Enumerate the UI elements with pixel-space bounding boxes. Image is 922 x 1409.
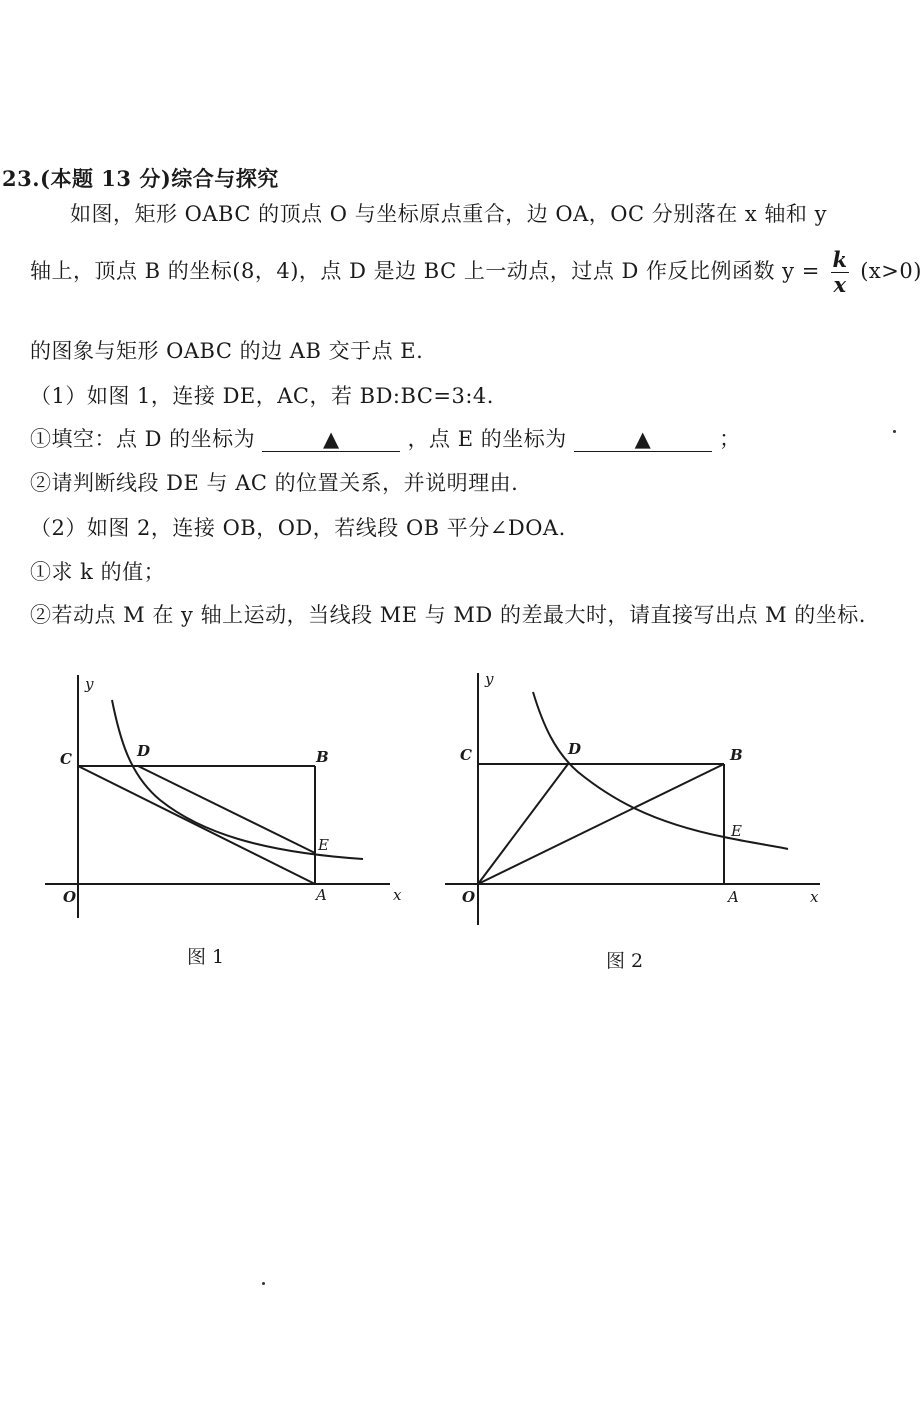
intro-line-3: 的图象与矩形 OABC 的边 AB 交于点 E.: [30, 339, 424, 363]
part2-question1: ①求 k 的值；: [30, 560, 166, 584]
label-y: y: [485, 670, 494, 688]
answer-blank-e[interactable]: [574, 427, 712, 452]
point-d-prompt: ①填空：点 D 的坐标为: [30, 427, 256, 451]
line-end-semicolon: ；: [719, 427, 741, 451]
label-x: x: [810, 888, 819, 906]
label-b: B: [730, 746, 743, 764]
intro-line-1: 如图，矩形 OABC 的顶点 O 与坐标原点重合，边 OA，OC 分别落在 x 轴和 y: [70, 202, 827, 226]
segment-ac: [78, 766, 315, 884]
label-o: O: [462, 888, 476, 906]
label-d: D: [568, 740, 582, 758]
label-b: B: [316, 748, 329, 766]
label-e: E: [731, 822, 742, 840]
question-heading: 23.(本题 13 分)综合与探究: [2, 166, 279, 191]
label-d: D: [137, 742, 151, 760]
blank-marker-icon: ▲: [634, 427, 652, 451]
figure-1: [0, 660, 440, 940]
point-e-prompt: ，点 E 的坐标为: [407, 427, 567, 451]
segment-od: [478, 764, 568, 884]
part1-question1: [30, 423, 741, 453]
fraction-k-over-x: [831, 248, 849, 297]
intro-line-2-text: 轴上，顶点 B 的坐标(8，4)，点 D 是边 BC 上一动点，过点 D 作反比例函数 y =: [30, 259, 820, 283]
answer-blank-d[interactable]: [262, 427, 400, 452]
label-x: x: [393, 886, 402, 904]
label-c: C: [460, 746, 472, 764]
figure-1-caption: 图 1: [187, 946, 225, 968]
label-e: E: [318, 836, 329, 854]
label-y: y: [85, 675, 94, 693]
hyperbola-curve: [533, 692, 788, 849]
blank-marker-icon: ▲: [323, 427, 340, 451]
fraction-numerator: k: [832, 247, 848, 272]
intro-line-2: [30, 248, 922, 297]
label-o: O: [63, 888, 77, 906]
part2-question2: ②若动点 M 在 y 轴上运动，当线段 ME 与 MD 的差最大时，请直接写出点 M 的坐标.: [30, 603, 866, 627]
label-a: A: [316, 886, 327, 904]
scan-speck: [893, 430, 896, 433]
scan-speck: [262, 1282, 265, 1285]
figure-2-caption: 图 2: [606, 950, 644, 972]
domain-condition: (x>0): [860, 259, 922, 283]
fraction-denominator: x: [833, 272, 847, 297]
figure-2: [440, 660, 840, 940]
label-a: A: [728, 888, 739, 906]
segment-ob: [478, 764, 724, 884]
part1-statement: （1）如图 1，连接 DE，AC，若 BD:BC=3:4.: [30, 384, 494, 408]
part2-statement: （2）如图 2，连接 OB，OD，若线段 OB 平分∠DOA.: [30, 516, 566, 540]
part1-question2: ②请判断线段 DE 与 AC 的位置关系，并说明理由.: [30, 471, 519, 495]
label-c: C: [60, 750, 72, 768]
